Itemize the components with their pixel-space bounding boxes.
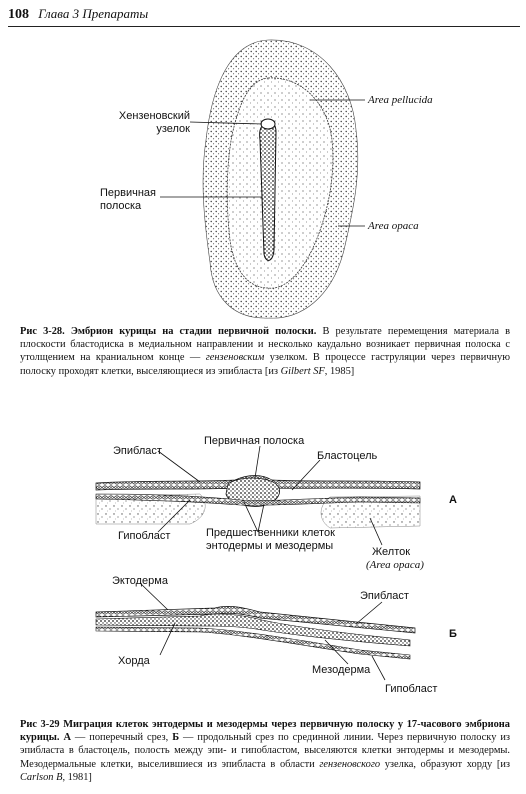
caption-source-year: , 1981] <box>62 771 92 783</box>
label-a-blastocoel: Бластоцель <box>317 450 378 462</box>
label-area-opaca: Area opaca <box>368 220 419 232</box>
page-number: 108 <box>8 7 29 22</box>
label-a-hypoblast: Гипобласт <box>118 530 171 542</box>
caption-body: — поперечный срез, <box>74 732 169 744</box>
caption-term: гензеновским <box>205 352 265 364</box>
hensen-node-shape <box>261 119 275 129</box>
figure-3-29-caption <box>20 718 510 784</box>
label-a-yolk-note: (Area opaca) <box>366 559 424 571</box>
label-b-ectoderm: Эктодерма <box>112 575 168 587</box>
caption-source: Gilbert SF <box>280 365 325 377</box>
label-area-pellucida: Area pellucida <box>368 94 433 106</box>
caption-title: Миграция клеток энтодермы и мезодермы через первичную полоску у 17-часового эмбриона курицы. <box>20 719 510 744</box>
label-a-primitive-streak: Первичная полоска <box>204 435 305 447</box>
label-a-epiblast: Эпибласт <box>113 445 162 457</box>
caption-source-year: , 1985] <box>324 365 355 377</box>
caption-body: узелка, образуют хорду [из <box>384 758 511 770</box>
caption-title: Эмбрион курицы на стадии первичной полоски. <box>70 326 317 337</box>
chick-embryo-illustration <box>160 40 365 318</box>
caption-label-b: Б <box>172 732 180 744</box>
label-b-notochord: Хорда <box>118 655 150 667</box>
caption-source: Carlson B <box>20 771 63 783</box>
label-b-hypoblast: Гипобласт <box>385 683 438 695</box>
caption-body: — продольный срез по срединной линии. Через первичную полоску из эпибласта в бластоцель, полость между эпи- и гипобластом, выселяются клетки энтодермы и мезодермы. Мезодермальные клетки, выселившиеся из эпибласта в области <box>20 732 510 770</box>
label-hensen-node: Хензеновский узелок <box>118 110 190 135</box>
caption-term: гензеновского <box>319 758 381 770</box>
figure-3-28-caption <box>20 325 510 378</box>
panel-b-letter: Б <box>449 628 457 640</box>
label-a-yolk: Желток <box>372 546 411 558</box>
label-b-mesoderm: Мезодерма <box>312 664 371 676</box>
label-b-epiblast: Эпибласт <box>360 590 409 602</box>
caption-ref: Рис 3-28. <box>20 326 65 337</box>
caption-label-a: А <box>63 732 71 744</box>
caption-ref: Рис 3-29 <box>20 719 60 730</box>
label-primitive-streak: Первичная полоска <box>100 187 157 212</box>
caption-body: В результате перемещения материала в плоскости бластодиска в медиальном направлении и несколько каудально возникает первичная полоска с утолщением на краниальном конце — <box>20 326 510 364</box>
panel-a-letter: А <box>449 494 457 506</box>
label-a-precursors: Предшественники клеток энтодермы и мезодермы <box>206 527 335 552</box>
chapter-title: Глава 3 Препараты <box>38 6 149 21</box>
caption-body: узелком. В процессе гаструляции через первичную полоску проходят клетки, выселяющиеся из эпибласта [из <box>20 352 511 377</box>
